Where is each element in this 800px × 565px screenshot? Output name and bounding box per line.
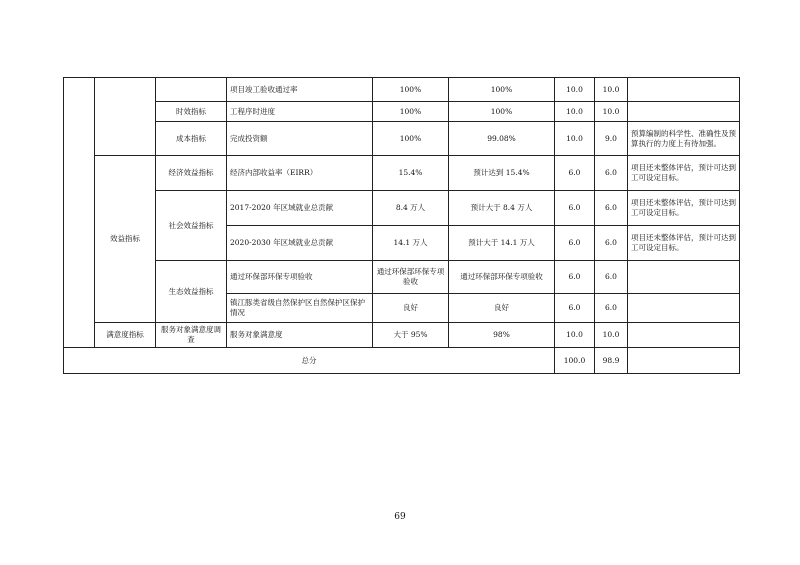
target-cell: 通过环保部环保专项验收	[373, 261, 449, 294]
note-cell: 项目还未整体评估，预计可达到工可设定目标。	[628, 226, 740, 261]
note-cell: 项目还未整体评估，预计可达到工可设定目标。	[628, 156, 740, 191]
actual-cell: 预计达到 15.4%	[449, 156, 555, 191]
target-cell: 15.4%	[373, 156, 449, 191]
table-row	[64, 156, 740, 191]
total-score: 98.9	[595, 348, 628, 374]
indicator-cell: 2020-2030 年区域就业总贡献	[227, 226, 373, 261]
note-cell	[628, 294, 740, 323]
target-cell: 100%	[373, 122, 449, 156]
weight-cell: 6.0	[555, 261, 595, 294]
score-cell: 10.0	[595, 78, 628, 102]
table-row	[64, 191, 740, 226]
target-cell: 14.1 万人	[373, 226, 449, 261]
actual-cell: 良好	[449, 294, 555, 323]
target-cell: 100%	[373, 102, 449, 122]
note-cell	[628, 323, 740, 348]
actual-cell: 预计大于 8.4 万人	[449, 191, 555, 226]
table-row	[64, 102, 740, 122]
table-row	[64, 122, 740, 156]
target-cell: 大于 95%	[373, 323, 449, 348]
sub-indicator-cell: 社会效益指标	[156, 191, 227, 261]
actual-cell: 98%	[449, 323, 555, 348]
note-cell	[628, 261, 740, 294]
weight-cell: 10.0	[555, 78, 595, 102]
table-row	[64, 261, 740, 294]
total-row	[64, 348, 740, 374]
target-cell: 8.4 万人	[373, 191, 449, 226]
weight-cell: 6.0	[555, 191, 595, 226]
weight-cell: 6.0	[555, 226, 595, 261]
total-label: 总分	[64, 348, 555, 374]
weight-cell: 10.0	[555, 122, 595, 156]
table-row	[64, 323, 740, 348]
target-cell: 100%	[373, 78, 449, 102]
actual-cell: 100%	[449, 78, 555, 102]
performance-table	[63, 77, 740, 374]
indicator-cell: 经济内部收益率（EIRR）	[227, 156, 373, 191]
sub-indicator-cell: 经济效益指标	[156, 156, 227, 191]
indicator-cell: 镇江豚类省级自然保护区自然保护区保护情况	[227, 294, 373, 323]
indicator-cell: 服务对象满意度	[227, 323, 373, 348]
sub-indicator-cell: 服务对象满意度调查	[156, 323, 227, 348]
table-row	[64, 78, 740, 102]
level1-indicator-cell	[64, 78, 95, 348]
page-number: 69	[394, 512, 406, 522]
score-cell: 6.0	[595, 261, 628, 294]
note-cell: 项目还未整体评估，预计可达到工可设定目标。	[628, 191, 740, 226]
note-cell	[628, 102, 740, 122]
sub-indicator-cell	[156, 78, 227, 102]
total-weight: 100.0	[555, 348, 595, 374]
score-cell: 9.0	[595, 122, 628, 156]
actual-cell: 预计大于 14.1 万人	[449, 226, 555, 261]
weight-cell: 10.0	[555, 323, 595, 348]
score-cell: 6.0	[595, 191, 628, 226]
score-cell: 6.0	[595, 226, 628, 261]
score-cell: 10.0	[595, 323, 628, 348]
note-cell	[628, 78, 740, 102]
indicator-cell: 项目竣工验收通过率	[227, 78, 373, 102]
sub-indicator-cell: 成本指标	[156, 122, 227, 156]
category-cell	[95, 78, 156, 156]
score-cell: 6.0	[595, 156, 628, 191]
score-cell: 10.0	[595, 102, 628, 122]
category-cell: 满意度指标	[95, 323, 156, 348]
actual-cell: 100%	[449, 102, 555, 122]
indicator-cell: 2017-2020 年区域就业总贡献	[227, 191, 373, 226]
weight-cell: 6.0	[555, 294, 595, 323]
score-cell: 6.0	[595, 294, 628, 323]
actual-cell: 99.08%	[449, 122, 555, 156]
weight-cell: 6.0	[555, 156, 595, 191]
note-cell: 预算编制的科学性、准确性及预算执行的力度上有待加强。	[628, 122, 740, 156]
indicator-cell: 完成投资额	[227, 122, 373, 156]
sub-indicator-cell: 时效指标	[156, 102, 227, 122]
target-cell: 良好	[373, 294, 449, 323]
actual-cell: 通过环保部环保专项验收	[449, 261, 555, 294]
indicator-cell: 通过环保部环保专项验收	[227, 261, 373, 294]
weight-cell: 10.0	[555, 102, 595, 122]
sub-indicator-cell: 生态效益指标	[156, 261, 227, 323]
indicator-cell: 工程序时进度	[227, 102, 373, 122]
category-cell: 效益指标	[95, 156, 156, 323]
total-note	[628, 348, 740, 374]
